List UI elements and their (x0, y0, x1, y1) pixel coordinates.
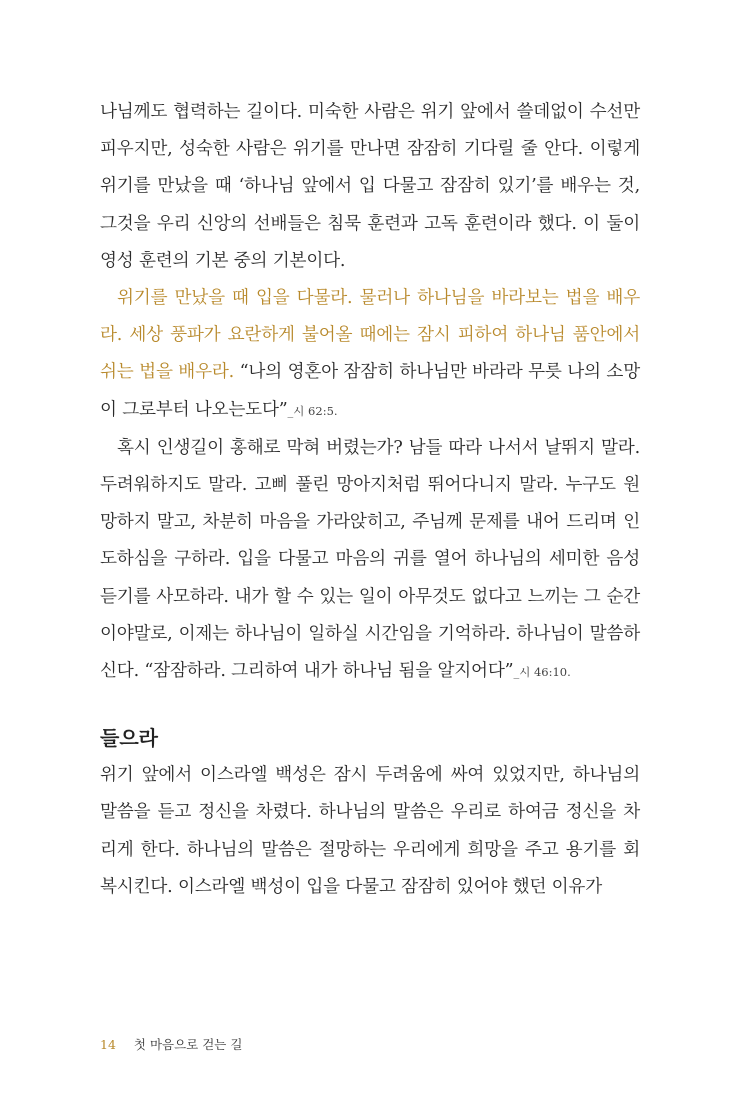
page-footer (100, 1035, 242, 1053)
section-spacer (100, 691, 640, 719)
paragraph-3-text: 혹시 인생길이 홍해로 막혀 버렸는가? 남들 따라 나서서 날뛰지 말라. 두려워하지도 말라. 고삐 풀린 망아지처럼 뛰어다니지 말라. 누구도 원망하지 말고, 차분히 마음을 가라앉히고, 주님께 문제를 내어 드리며 인도하심을 구하라. 입을 다물고 마음의 귀를 열어 하나님의 세미한 음성 듣기를 사모하라. 내가 할 수 있는 일이 아무것도 없다고 느끼는 그 순간이야말로, 이제는 하나님이 일하실 시간임을 기억하라. 하나님이 말씀하신다. “잠잠하라. 그리하여 내가 하나님 됨을 알지어다” (100, 437, 640, 682)
scripture-reference: _시 46:10. (513, 665, 571, 680)
scripture-quote: “나의 영혼아 잠잠히 하나님만 바라라 무릇 나의 소망이 그로부터 나오는도다” (100, 362, 640, 420)
scripture-reference: _시 62:5. (287, 403, 338, 418)
paragraph-1: 나님께도 협력하는 길이다. 미숙한 사람은 위기 앞에서 쓸데없이 수선만 피우지만, 성숙한 사람은 위기를 만나면 잠잠히 기다릴 줄 안다. 이렇게 위기를 만났을 때 ‘하나님 앞에서 입 다물고 잠잠히 있기’를 배우는 것, 그것을 우리 신앙의 선배들은 침묵 훈련과 고독 훈련이라 했다. 이 둘이 영성 훈련의 기본 중의 기본이다. (100, 102, 640, 271)
paragraph-3 (100, 430, 640, 691)
paragraph-4: 위기 앞에서 이스라엘 백성은 잠시 두려움에 싸여 있었지만, 하나님의 말씀을 듣고 정신을 차렸다. 하나님의 말씀은 우리로 하여금 정신을 차리게 한다. 하나님의 말씀은 절망하는 우리에게 희망을 주고 용기를 회복시킨다. 이스라엘 백성이 입을 다물고 잠잠히 있어야 했던 이유가 (100, 765, 640, 897)
page-body (100, 94, 640, 906)
paragraph-2 (100, 280, 640, 430)
running-title: 첫 마음으로 걷는 길 (133, 1037, 243, 1052)
page-number: 14 (100, 1037, 116, 1052)
section-heading: 들으라 (100, 726, 158, 751)
highlighted-exhortation: 위기를 만났을 때 입을 다물라. 물러나 하나님을 바라보는 법을 배우라. 세상 풍파가 요란하게 불어올 때에는 잠시 피하여 하나님 품안에서 쉬는 법을 배우라. (100, 288, 640, 383)
